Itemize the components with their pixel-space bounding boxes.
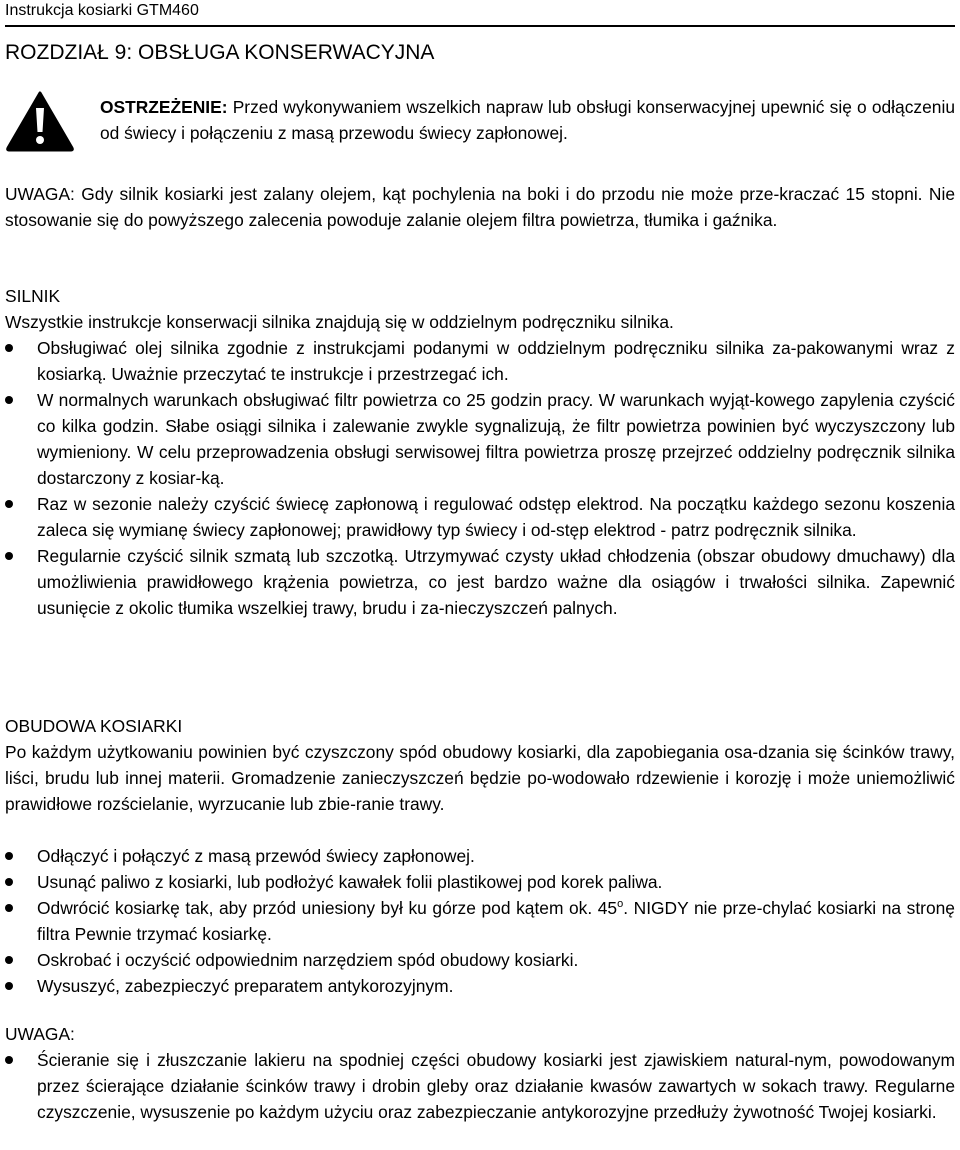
- list-item-text: W normalnych warunkach obsługiwać filtr powietrza co 25 godzin pracy. W warunkach wyjąt-kowego zapylenia czyścić co kilka godzin. Słabe osiągi silnika i zalewanie zwykle sygnalizują, że filtr powietrza powinien być wyczyszczony lub wymieniony. W celu przeprowadzenia obsługi serwisowej filtra powietrza proszę przejrzeć oddzielny podręcznik silnika dostarczony z kosiar-ką.: [37, 390, 955, 488]
- housing-bullet-list: [5, 843, 955, 999]
- note-bullet-list: [5, 1047, 955, 1125]
- note-paragraph: UWAGA: Gdy silnik kosiarki jest zalany olejem, kąt pochylenia na boki i do przodu nie może prze-kraczać 15 stopni. Nie stosowanie się do powyższego zalecenia powoduje zalanie olejem filtra powietrza, tłumika i gaźnika.: [5, 184, 955, 230]
- bullet-icon: [5, 852, 13, 860]
- warning-body: Przed wykonywaniem wszelkich napraw lub obsługi konserwacyjnej upewnić się o odłączeniu od świecy i połączeniu z masą przewodu świecy zapłonowej.: [100, 97, 955, 143]
- list-item-text: Obsługiwać olej silnika zgodnie z instrukcjami podanymi w oddzielnym podręczniku silnika za-pakowanymi wraz z kosiarką. Uważnie przeczytać te instrukcje i przestrzegać ich.: [37, 338, 955, 384]
- chapter-title: ROZDZIAŁ 9: OBSŁUGA KONSERWACYJNA: [5, 41, 435, 64]
- list-item-text: Odłączyć i połączyć z masą przewód świecy zapłonowej.: [37, 846, 475, 866]
- bullet-icon: [5, 500, 13, 508]
- warning-paragraph: [100, 94, 955, 146]
- list-item-text: Usunąć paliwo z kosiarki, lub podłożyć kawałek folii plastikowej pod korek paliwa.: [37, 872, 663, 892]
- bullet-icon: [5, 1056, 13, 1064]
- bullet-icon: [5, 396, 13, 404]
- list-item: [5, 895, 955, 947]
- housing-intro: Po każdym użytkowaniu powinien być czyszczony spód obudowy kosiarki, dla zapobiegania osa-dzania się ścinków trawy, liści, brudu lub innej materii. Gromadzenie zanieczyszczeń będzie po-wodowało rdzewienie i korozję i może uniemożliwić prawidłowe rozścielanie, wyrzucanie lub zbie-ranie trawy.: [5, 742, 955, 814]
- list-item: [5, 543, 955, 621]
- list-item-text: Ścieranie się i złuszczanie lakieru na spodniej części obudowy kosiarki jest zjawiskiem natural-nym, powodowanym przez ścierające działanie ścinków trawy i drobin gleby oraz działanie kwasów zawartych w sokach trawy. Regularne czyszczenie, wysuszenie po każdym użyciu oraz zabezpieczanie antykorozyjne przedłuży żywotność Twojej kosiarki.: [37, 1050, 955, 1122]
- document-header: Instrukcja kosiarki GTM460: [5, 2, 199, 19]
- warning-lead: OSTRZEŻENIE:: [100, 97, 228, 117]
- engine-bullet-list: [5, 335, 955, 621]
- engine-intro: Wszystkie instrukcje konserwacji silnika znajdują się w oddzielnym podręczniku silnika.: [5, 312, 674, 332]
- list-item-text: Raz w sezonie należy czyścić świecę zapłonową i regulować odstęp elektrod. Na początku każdego sezonu koszenia zaleca się wymianę świecy zapłonowej; prawidłowy typ świecy i od-stęp elektrod - patrz podręcznik silnika.: [37, 494, 955, 540]
- bullet-icon: [5, 552, 13, 560]
- bullet-icon: [5, 982, 13, 990]
- bullet-icon: [5, 878, 13, 886]
- bullet-icon: [5, 344, 13, 352]
- list-item: [5, 491, 955, 543]
- list-item: [5, 335, 955, 387]
- header-divider: [5, 25, 955, 27]
- list-item-text: Oskrobać i oczyścić odpowiednim narzędziem spód obudowy kosiarki.: [37, 950, 579, 970]
- list-item: [5, 387, 955, 491]
- list-item: [5, 843, 955, 869]
- list-item-text: Regularnie czyścić silnik szmatą lub szczotką. Utrzymywać czysty układ chłodzenia (obszar obudowy dmuchawy) dla umożliwienia prawidłowego krążenia powietrza, co jest bardzo ważne dla osiągów i trwałości silnika. Zapewnić usunięcie z okolic tłumika wszelkiej trawy, brudu i za-nieczyszczeń palnych.: [37, 546, 955, 618]
- bullet-icon: [5, 956, 13, 964]
- list-item: [5, 869, 955, 895]
- section-heading-note: UWAGA:: [5, 1024, 75, 1044]
- list-item-text: Odwrócić kosiarkę tak, aby przód uniesiony był ku górze pod kątem ok. 45$^o$. NIGDY nie prze-chylać kosiarki na stronę filtra Pewnie trzymać kosiarkę.: [37, 898, 955, 944]
- section-heading-engine: SILNIK: [5, 286, 61, 306]
- list-item-text: Wysuszyć, zabezpieczyć preparatem antykorozyjnym.: [37, 976, 454, 996]
- bullet-icon: [5, 904, 13, 912]
- section-heading-housing: OBUDOWA KOSIARKI: [5, 716, 183, 736]
- warning-triangle-icon: [5, 90, 75, 152]
- list-item: [5, 1047, 955, 1125]
- list-item: [5, 973, 955, 999]
- list-item: [5, 947, 955, 973]
